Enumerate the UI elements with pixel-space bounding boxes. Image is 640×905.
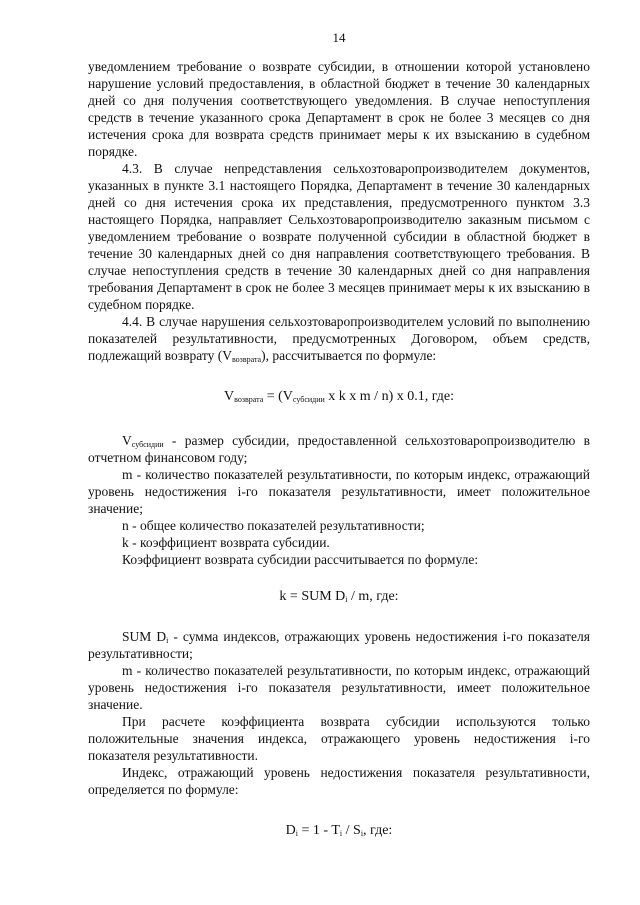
definition-n: n - общее количество показателей результативности; xyxy=(122,518,425,533)
formula-part: V xyxy=(223,389,235,404)
subscript: возврата xyxy=(234,395,264,404)
text-run: SUM D xyxy=(122,629,167,644)
formula-part: = 1 - T xyxy=(298,823,340,838)
formula-part: k = SUM D xyxy=(279,589,346,604)
text-run: - размер субсидии, предоставленной сельхозтоваропроизводителю в отчетном финансовом году; xyxy=(88,433,590,465)
formula-part: = (V xyxy=(263,389,293,404)
paragraph-4-4 xyxy=(88,313,590,364)
definition-m-2: m - количество показателей результативности, по которым индекс, отражающий уровень недостижения i-го показателя результативности, имеет положительное значение. xyxy=(88,663,590,712)
page-number: 14 xyxy=(332,30,346,45)
definition-m: m - количество показателей результативности, по которым индекс, отражающий уровень недостижения i-го показателя результативности, имеет положительное значение; xyxy=(88,467,590,516)
definition-sum-di xyxy=(88,628,590,662)
subscript: i xyxy=(345,595,348,604)
formula-part: / S xyxy=(342,823,361,838)
formula-index xyxy=(88,822,590,840)
subscript: i xyxy=(339,829,343,838)
paragraph-positive-values: При расчете коэффициента возврата субсидии используются только положительные значения индекса, отражающего уровень недостижения i-го показателя результативности. xyxy=(88,714,590,763)
paragraph-coefficient-intro: Коэффициент возврата субсидии рассчитывается по формуле: xyxy=(122,552,479,567)
formula-part: , где: xyxy=(363,823,393,838)
formula-part: / m, где: xyxy=(347,589,399,604)
paragraph-index-intro: Индекс, отражающий уровень недостижения показателя результативности, определяется по формуле: xyxy=(88,765,590,797)
subscript: i xyxy=(360,829,364,838)
formula-coefficient xyxy=(88,588,590,606)
subscript: возврата xyxy=(231,355,262,364)
paragraph-4-3: 4.3. В случае непредставления сельхозтоваропроизводителем документов, указанных в пункте 3.1 настоящего Порядка, Департамент в течение 30 календарных дней со дня истечения срока их представления, предусмотренного пунктом 3.3 настоящего Порядка, направляет Сельхозтоваропроизводителю заказным письмом с уведомлением требование о возврате полученной субсидии в областной бюджет в течение 30 календарных дней со дня направления соответствующего требования. В случае непоступления средств в течение 30 календарных дней со дня направления требования Департамент в срок не более 3 месяцев принимает меры к их взысканию в судебном порядке. xyxy=(88,161,590,312)
formula-part: D xyxy=(285,823,296,838)
text-run: V xyxy=(122,433,132,448)
subscript: субсидии xyxy=(292,395,325,404)
text-run: - сумма индексов, отражающих уровень недостижения i-го показателя результативности; xyxy=(88,629,590,661)
subscript: i xyxy=(166,636,169,645)
paragraph-continuation: уведомлением требование о возврате субсидии, в отношении которой установлено нарушение условий предоставления, в областной бюджет в течение 30 календарных дней со дня получения соответствующего уведомления. В случае непоступления средств в течение указанного срока Департамент в срок не более 3 месяцев со дня истечения срока для возврата средств принимает меры к их взысканию в судебном порядке. xyxy=(88,59,590,159)
subscript: i xyxy=(295,829,299,838)
definition-k: k - коэффициент возврата субсидии. xyxy=(122,535,330,550)
formula-part: x k x m / n) x 0.1, где: xyxy=(324,389,455,404)
definition-v-subsidy xyxy=(88,432,590,466)
text-run: 4.4. В случае нарушения сельхозтоваропроизводителем условий по выполнению показателей результативности, предусмотренных Договором, объем средств, подлежащий возврату (V xyxy=(88,314,590,363)
text-run: ), рассчитывается по формуле: xyxy=(261,348,437,363)
subscript: субсидии xyxy=(131,440,164,449)
formula-refund-volume xyxy=(88,388,590,406)
